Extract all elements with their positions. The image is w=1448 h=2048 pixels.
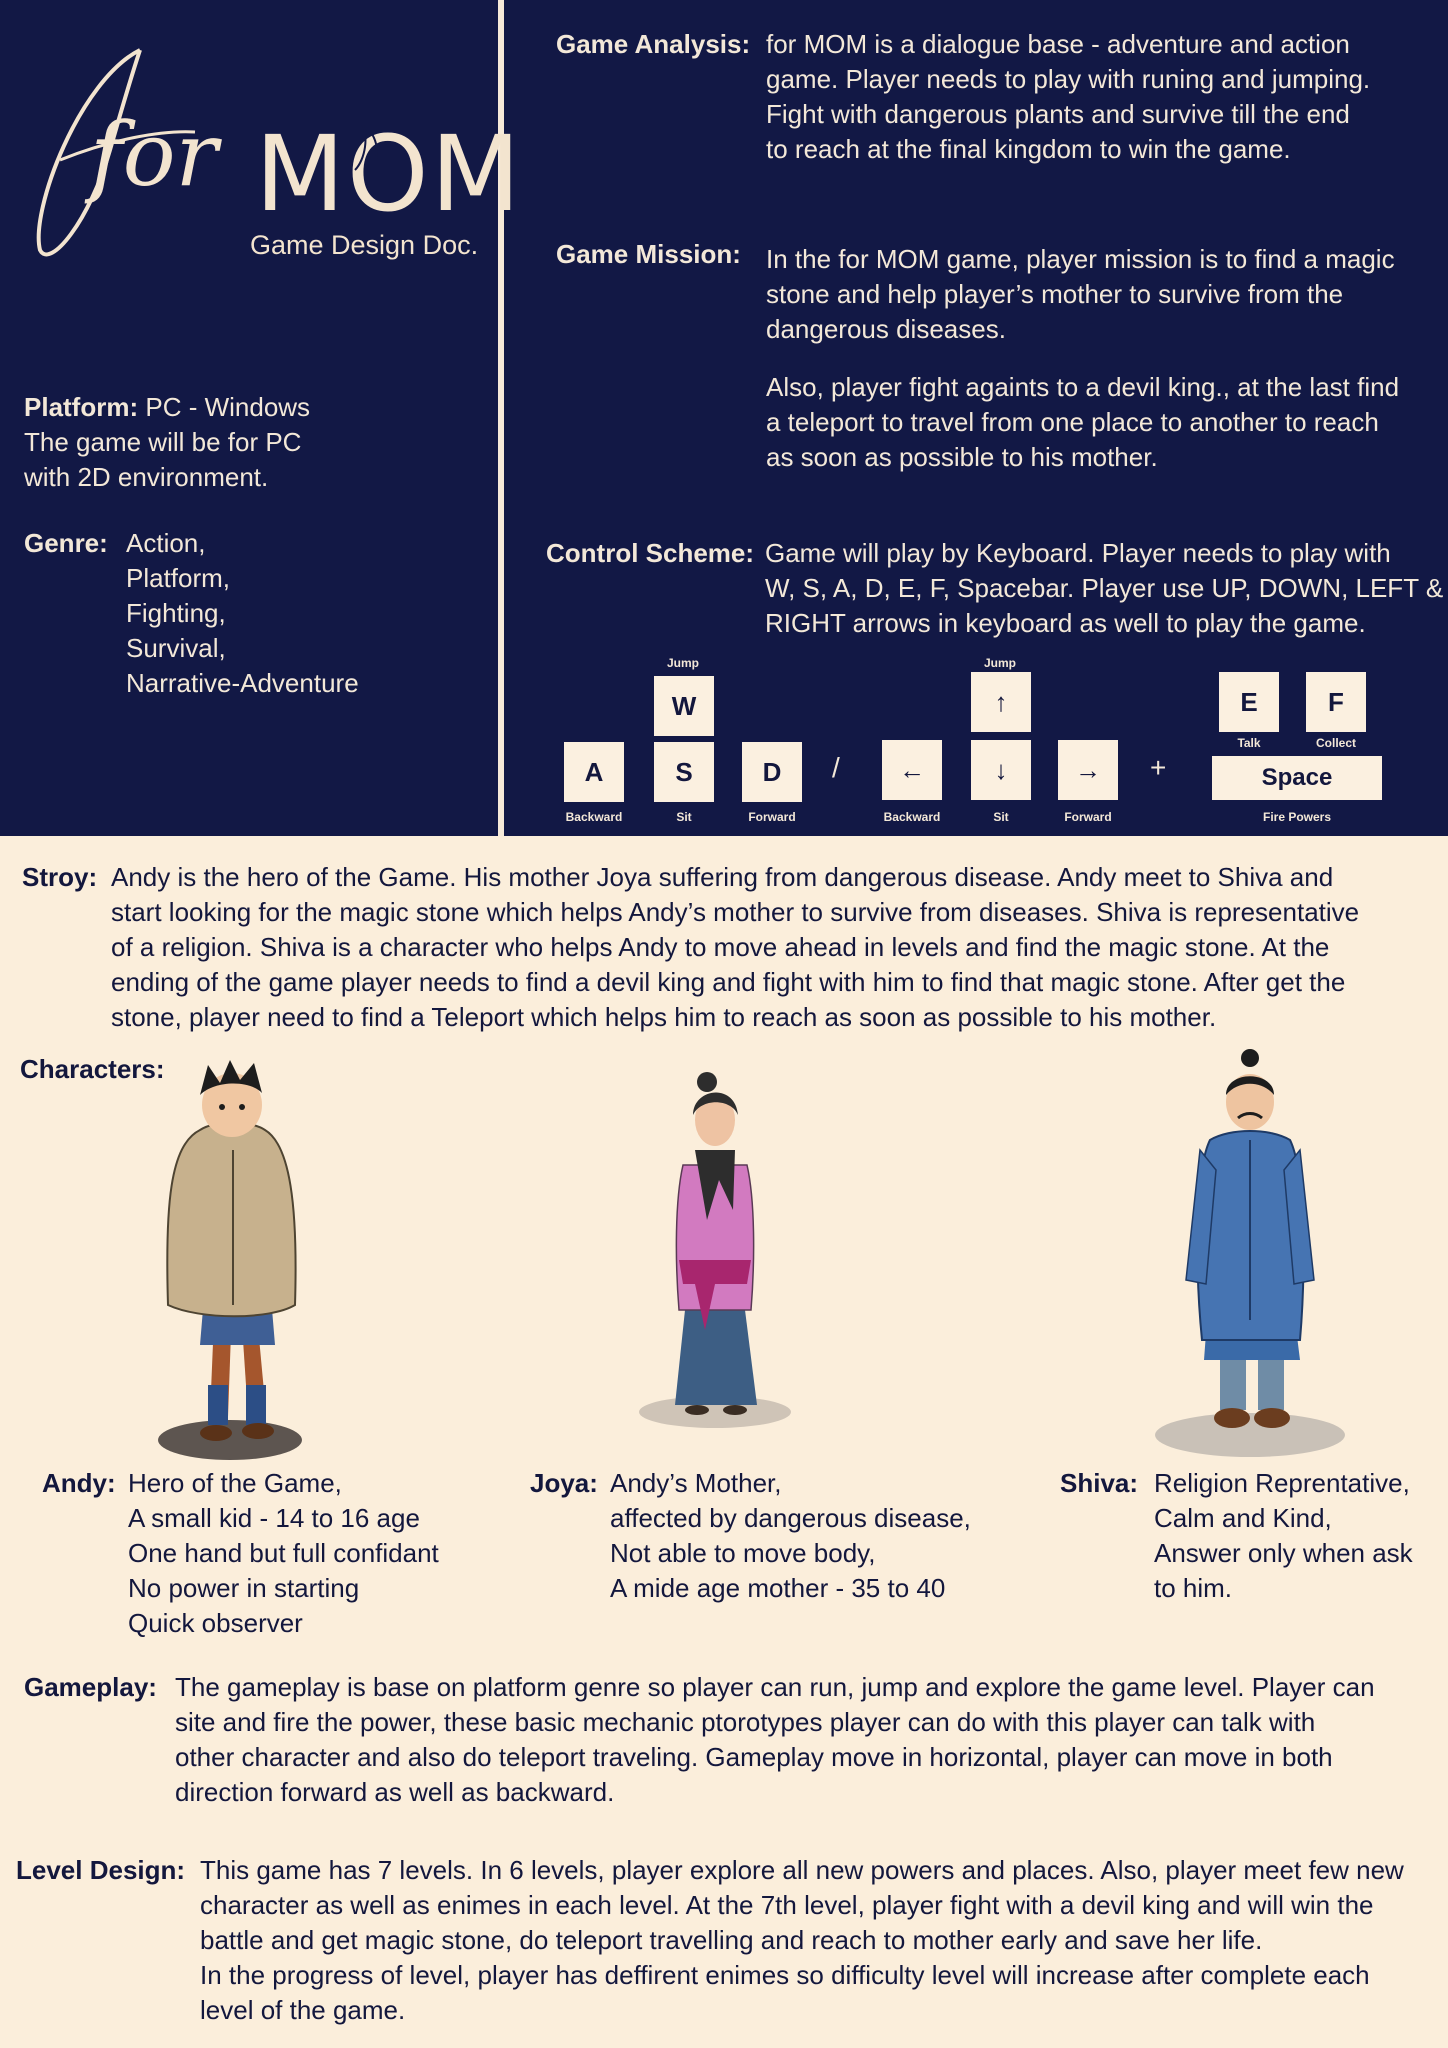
level-design-label: Level Design:: [16, 1855, 186, 1885]
shiva-name: Shiva:: [1060, 1468, 1139, 1498]
andy-line: Quick observer: [128, 1608, 303, 1638]
andy-line: A small kid - 14 to 16 age: [128, 1503, 420, 1533]
analysis-line: to reach at the final kingdom to win the game.: [766, 134, 1291, 164]
controls-line: Game will play by Keyboard. Player needs to play with: [765, 538, 1391, 568]
gameplay-line: The gameplay is base on platform genre so player can run, jump and explore the game level. Player can: [175, 1672, 1375, 1702]
analysis-line: Fight with dangerous plants and survive till the end: [766, 99, 1350, 129]
shiva-line: Calm and Kind,: [1154, 1503, 1332, 1533]
story-line: stone, player need to find a Teleport which helps him to reach as soon as possible to his mother.: [111, 1002, 1217, 1032]
characters-label: Characters:: [20, 1054, 165, 1084]
andy-description: [128, 1466, 498, 1641]
key-s: S: [654, 742, 714, 802]
joya-line: affected by dangerous disease,: [610, 1503, 971, 1533]
shiva-description: [1154, 1466, 1444, 1606]
level-design-line: level of the game.: [200, 1995, 406, 2025]
story-line: Andy is the hero of the Game. His mother Joya suffering from dangerous disease. Andy meet to Shiva and: [111, 862, 1334, 892]
key-label-jump-up: Jump: [983, 656, 1016, 670]
story-line: ending of the game player needs to find a devil king and fight with him to find that magic stone. After get the: [111, 967, 1346, 997]
controls-text: [765, 536, 1445, 641]
andy-line: One hand but full confidant: [128, 1538, 439, 1568]
gameplay-line: other character and also do teleport traveling. Gameplay move in horizontal, player can move in both: [175, 1742, 1333, 1772]
controls-line: W, S, A, D, E, F, Spacebar. Player use UP, DOWN, LEFT &: [765, 573, 1444, 603]
story-line: of a religion. Shiva is a character who helps Andy to move ahead in levels and find the magic stone. At the: [111, 932, 1330, 962]
joya-illustration: [635, 1060, 815, 1455]
andy-line: No power in starting: [128, 1573, 360, 1603]
mission-line: dangerous diseases.: [766, 314, 1006, 344]
arrow-up-key: ↑: [971, 672, 1031, 732]
shiva-line: to him.: [1154, 1573, 1233, 1603]
level-design-line: In the progress of level, player has deffirent enimes so difficulty level will increase after complete each: [200, 1960, 1370, 1990]
key-label-backward-left: Backward: [883, 810, 941, 824]
genre-item: Platform,: [126, 563, 231, 593]
platform-label: Platform:: [24, 392, 139, 422]
level-design-text: [200, 1853, 1444, 2028]
key-label-forward-d: Forward: [748, 810, 796, 824]
shiva-illustration: [1150, 1040, 1350, 1460]
logo-word: MOM: [255, 113, 523, 235]
level-design-line: This game has 7 levels. In 6 levels, player explore all new powers and places. Also, player meet few new: [200, 1855, 1404, 1885]
key-label-sit-down: Sit: [993, 810, 1009, 824]
gameplay-line: site and fire the power, these basic mechanic ptorotypes player can do with this player can talk with: [175, 1707, 1316, 1737]
platform-line: with 2D environment.: [24, 462, 269, 492]
genre-item: Fighting,: [126, 598, 226, 628]
genre-list: [126, 526, 486, 701]
slash-separator: /: [832, 752, 840, 783]
joya-line: A mide age mother - 35 to 40: [610, 1573, 946, 1603]
mission-text-2: [766, 370, 1446, 475]
mission-label: Game Mission:: [556, 239, 741, 269]
mission-text: [766, 242, 1436, 347]
logo-script: for: [90, 103, 218, 206]
arrow-down-key: ↓: [971, 740, 1031, 800]
shiva-line: Answer only when ask: [1154, 1538, 1413, 1568]
key-label-sit-s: Sit: [676, 810, 692, 824]
andy-line: Hero of the Game,: [128, 1468, 342, 1498]
key-a: A: [564, 742, 624, 802]
arrow-left-key: ←: [882, 740, 942, 800]
key-label-fire-powers: Fire Powers: [1262, 810, 1332, 824]
andy-name: Andy:: [42, 1468, 116, 1498]
mission-line: a teleport to travel from one place to another to reach: [766, 407, 1379, 437]
gameplay-text: [175, 1670, 1443, 1810]
platform-section: [24, 390, 484, 495]
mission-line: as soon as possible to his mother.: [766, 442, 1158, 472]
analysis-line: for MOM is a dialogue base - adventure and action: [766, 29, 1350, 59]
analysis-label: Game Analysis:: [556, 29, 751, 59]
platform-line: The game will be for PC: [24, 427, 302, 457]
plus-separator: +: [1150, 752, 1167, 783]
joya-name: Joya:: [530, 1468, 598, 1498]
genre-item: Survival,: [126, 633, 226, 663]
key-w: W: [654, 676, 714, 736]
key-label-jump-w: Jump: [666, 656, 699, 670]
analysis-line: game. Player needs to play with runing and jumping.: [766, 64, 1371, 94]
genre-label-wrap: [24, 526, 124, 561]
joya-line: Andy’s Mother,: [610, 1468, 782, 1498]
mission-line: Also, player fight againts to a devil king., at the last find: [766, 372, 1400, 402]
mission-line: In the for MOM game, player mission is to find a magic: [766, 244, 1395, 274]
level-design-line: battle and get magic stone, do teleport travelling and reach to mother early and save her life.: [200, 1925, 1263, 1955]
analysis-text: [766, 27, 1436, 167]
andy-illustration: [130, 1055, 340, 1465]
mission-line: stone and help player’s mother to survive from the: [766, 279, 1344, 309]
story-label: Stroy:: [22, 862, 98, 892]
key-label-talk: Talk: [1237, 736, 1261, 750]
key-d: D: [742, 742, 802, 802]
genre-item: Action,: [126, 528, 206, 558]
joya-line: Not able to move body,: [610, 1538, 876, 1568]
key-label-backward-a: Backward: [565, 810, 623, 824]
shiva-line: Religion Reprentative,: [1154, 1468, 1410, 1498]
key-label-collect: Collect: [1315, 736, 1356, 750]
platform-value: PC - Windows: [145, 392, 311, 422]
story-line: start looking for the magic stone which helps Andy’s mother to survive from diseases. Shiva is representative: [111, 897, 1360, 927]
doc-subtitle: Game Design Doc.: [250, 230, 479, 260]
joya-description: [610, 1466, 1030, 1606]
genre-item: Narrative-Adventure: [126, 668, 359, 698]
key-e: E: [1219, 672, 1279, 732]
gameplay-label: Gameplay:: [24, 1672, 157, 1702]
key-space: Space: [1212, 756, 1382, 800]
controls-label: Control Scheme:: [546, 538, 755, 568]
story-text: [111, 860, 1441, 1035]
key-f: F: [1306, 672, 1366, 732]
level-design-line: character as well as enimes in each level. At the 7th level, player fight with a devil king and will win the: [200, 1890, 1374, 1920]
genre-label: Genre:: [24, 528, 108, 558]
key-label-forward-right: Forward: [1064, 810, 1112, 824]
controls-line: RIGHT arrows in keyboard as well to play the game.: [765, 608, 1366, 638]
arrow-right-key: →: [1058, 740, 1118, 800]
gameplay-line: direction forward as well as backward.: [175, 1777, 615, 1807]
